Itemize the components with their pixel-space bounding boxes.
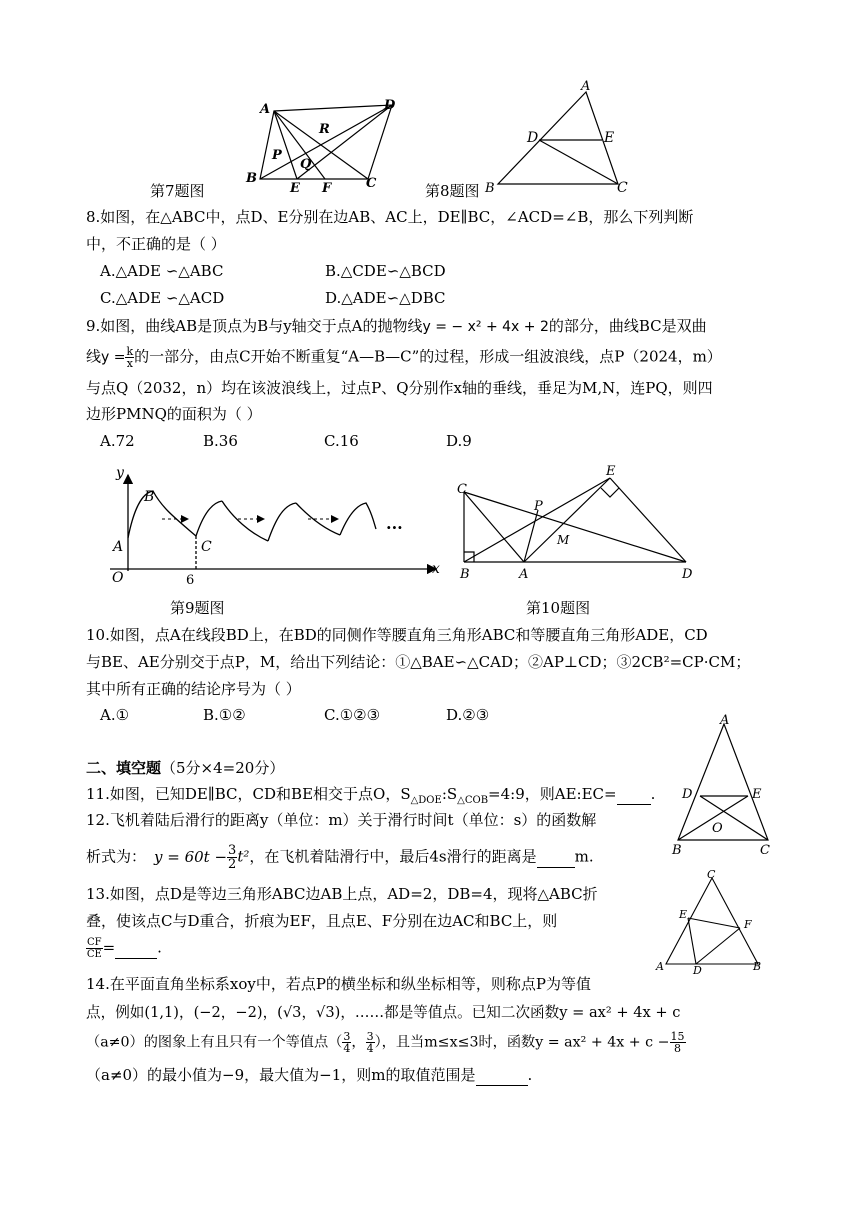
fig10-label-E: E: [606, 464, 616, 479]
fig10-label-D: D: [682, 567, 693, 582]
q10-option-c: C.①②③: [324, 706, 381, 724]
q14-line3-text-a: （a≠0）的图象上有且只有一个等值点（: [86, 1034, 343, 1051]
q9-option-a: A.72: [100, 432, 135, 450]
q12-fraction: [227, 844, 237, 871]
fig9-dots: ···: [386, 518, 403, 537]
q8-option-c: C.△ADE ∽△ACD: [100, 289, 225, 307]
q9-option-b: B.36: [203, 432, 238, 450]
q9-line1: [86, 316, 707, 337]
q9-fraction-kx: [125, 346, 134, 369]
fig10-label-P: P: [534, 499, 543, 514]
fig13-label-A: A: [656, 960, 664, 973]
q9-formula-parabola: y = − x² + 4x + 2: [422, 319, 549, 335]
fig9-label-O: O: [112, 570, 124, 586]
q11-answer-blank: [617, 784, 651, 805]
q13-frac-num: CF: [87, 937, 102, 948]
fig10-label-M: M: [557, 533, 570, 547]
q12-frac-den: 2: [228, 857, 237, 872]
q12-line2-text-a: 析式为：: [86, 847, 147, 866]
q14-line4-text-b: .: [527, 1066, 533, 1084]
q11-text-b: :S: [441, 785, 458, 803]
q13-line2: 叠，使该点C与D重合，折痕为EF，且点E、F分别在边AC和BC上，则: [86, 912, 558, 930]
q14-line2: 点，例如(1,1)，(−2，−2)，(√3，√3)，……都是等值点。已知二次函数y = ax² + 4x + c: [86, 1004, 681, 1021]
fig11-label-D: D: [682, 787, 693, 802]
q9-line2: [86, 346, 722, 369]
q12-line2: [86, 844, 594, 871]
q10-line3: 其中所有正确的结论序号为（ ）: [86, 680, 301, 698]
q12-line2-text-b: ，在飞机着陆滑行中，最后4s滑行的距离是: [249, 847, 537, 866]
fig8-label-B: B: [485, 181, 495, 196]
q14-line1: 14.在平面直角坐标系xoy中，若点P的横坐标和纵坐标相等，则称点P为等值: [86, 975, 592, 993]
q13-line3: [86, 937, 162, 960]
fig10-label-C: C: [457, 482, 467, 497]
q13-line1: 13.如图，点D是等边三角形ABC边AB上点，AD=2，DB=4，现将△ABC折: [86, 885, 598, 903]
q9-frac-den: x: [126, 357, 133, 370]
fig11-label-E: E: [752, 787, 762, 802]
fig7-label-P: P: [272, 148, 282, 163]
q10-option-b: B.①②: [203, 706, 246, 724]
q14-line4: [86, 1065, 532, 1086]
fig11-label-O: O: [712, 821, 723, 836]
q13-fraction: [86, 937, 103, 960]
fig11-label-B: B: [672, 843, 682, 858]
q9-formula-y: y =: [101, 349, 126, 366]
fig9-label-B: B: [144, 489, 155, 505]
q12-formula-a: y = 60t −: [154, 847, 228, 866]
q9-line1-text-a: 9.如图，曲线AB是顶点为B与y轴交于点A的抛物线: [86, 317, 423, 335]
fig9-label-y: y: [116, 465, 124, 481]
q10-option-a: A.①: [100, 706, 130, 724]
q8-option-a: A.△ADE ∽△ABC: [100, 262, 224, 280]
fig7-label-F: F: [322, 181, 332, 195]
fig13-label-E: E: [679, 908, 688, 921]
q11-sub-doe: △DOE: [410, 795, 442, 806]
q10-option-d: D.②③: [446, 706, 490, 724]
fig9-label-x: x: [432, 561, 440, 577]
figure-10: [450, 462, 700, 587]
q14-line3-text-b: ），且当m≤x≤3时，函数y = ax² + 4x + c −: [374, 1034, 670, 1051]
fig7-label-Q: Q: [300, 157, 312, 172]
q10-line1: 10.如图，点A在线段BD上，在BD的同侧作等腰直角三角形ABC和等腰直角三角形ADE，CD: [86, 626, 708, 644]
q9-line2-text-a: 线: [86, 347, 102, 366]
q14-frac-y-den: 4: [366, 1042, 374, 1055]
figure-11: [664, 712, 784, 860]
q14-frac2-num: 15: [670, 1030, 685, 1043]
q11-text-d: .: [650, 785, 656, 803]
q10-line2: 与BE、AE分别交于点P，M，给出下列结论：①△BAE∽△CAD；②AP⊥CD；③2CB²=CP·CM；: [86, 653, 751, 671]
fig13-label-D: D: [693, 964, 702, 976]
q13-period: .: [157, 938, 162, 957]
fig7-label-R: R: [319, 122, 330, 137]
section2-title: 二、填空题: [86, 759, 162, 777]
figure-13: [652, 866, 772, 976]
fig9-label-A: A: [113, 539, 124, 555]
q14-frac-x-den: 4: [343, 1042, 351, 1055]
fig8-label-E: E: [604, 130, 615, 146]
q14-answer-blank: [476, 1065, 528, 1086]
q9-line4: 边形PMNQ的面积为（ ）: [86, 405, 262, 423]
q14-line4-text-a: （a≠0）的最小值为−9，最大值为−1，则m的取值范围是: [86, 1066, 476, 1084]
q12-line2-text-c: m.: [574, 847, 594, 866]
figure-8: [483, 80, 643, 200]
q9-line1-text-b: 的部分，曲线BC是双曲: [548, 317, 707, 335]
fig10-label-A: A: [519, 567, 529, 582]
figure-7: [240, 95, 410, 195]
fig9-label-6: 6: [186, 573, 195, 588]
fig9-label-C: C: [201, 539, 212, 555]
q14-fraction-15-8: [670, 1031, 686, 1054]
q14-fraction-y: [366, 1031, 375, 1054]
fig13-label-C: C: [707, 868, 716, 881]
q11-text-a: 11.如图，已知DE∥BC，CD和BE相交于点O，S: [86, 785, 411, 803]
fig7-label-E: E: [290, 181, 300, 195]
q9-option-c: C.16: [324, 432, 359, 450]
fig7-label-C: C: [366, 176, 377, 191]
q8-option-d: D.△ADE∽△DBC: [325, 289, 446, 307]
fig13-label-F: F: [744, 918, 752, 931]
fig7-label-D: D: [384, 98, 396, 113]
fig11-label-A: A: [720, 713, 730, 728]
fig9-caption: 第9题图: [170, 599, 225, 617]
fig10-caption: 第10题图: [526, 599, 591, 617]
q9-frac-num: k: [126, 345, 134, 358]
fig11-label-C: C: [760, 843, 770, 858]
q14-frac-y-num: 3: [366, 1030, 374, 1043]
figure-9: [100, 463, 445, 588]
q9-line2-text-b: 的一部分，由点C开始不断重复“A—B—C”的过程，形成一组波浪线，点P（2024，m）: [134, 347, 722, 366]
q14-line3-sep: ，: [351, 1034, 366, 1051]
q14-line3: [86, 1031, 686, 1054]
q8-option-b: B.△CDE∽△BCD: [325, 262, 446, 280]
q12-line1: 12.飞机着陆后滑行的距离y（单位：m）关于滑行时间t（单位：s）的函数解: [86, 811, 597, 829]
fig8-caption: 第8题图: [425, 182, 480, 200]
q12-answer-blank: [537, 847, 575, 868]
section2-score: （5分×4=20分）: [161, 759, 285, 777]
fig13-label-B: B: [753, 960, 762, 973]
q13-equals: =: [102, 938, 116, 957]
q11-sub-cob: △COB: [457, 795, 489, 806]
q11-text-c: =4:9，则AE:EC=: [488, 785, 617, 803]
q13-answer-blank: [115, 938, 157, 959]
q8-line1: 8.如图，在△ABC中，点D、E分别在边AB、AC上，DE∥BC，∠ACD=∠B，那么下列判断: [86, 208, 694, 226]
q14-frac2-den: 8: [674, 1042, 681, 1055]
fig8-label-D: D: [527, 130, 539, 146]
fig7-caption: 第7题图: [150, 182, 205, 200]
q11-line: [86, 784, 655, 811]
q12-frac-num: 3: [228, 843, 237, 858]
q9-line3: 与点Q（2032，n）均在该波浪线上，过点P、Q分别作x轴的垂线，垂足为M,N，连PQ，则四: [86, 379, 713, 397]
q9-option-d: D.9: [446, 432, 472, 450]
q14-frac-x-num: 3: [343, 1030, 351, 1043]
fig8-label-C: C: [617, 180, 628, 196]
q13-frac-den: CE: [86, 949, 102, 960]
fig7-label-A: A: [260, 102, 271, 117]
section2-heading: [86, 758, 284, 778]
q12-formula-b: t²: [237, 847, 250, 866]
q8-line2: 中，不正确的是（ ）: [86, 235, 226, 253]
fig8-label-A: A: [581, 80, 591, 94]
fig7-label-B: B: [246, 171, 257, 186]
fig10-label-B: B: [460, 567, 470, 582]
